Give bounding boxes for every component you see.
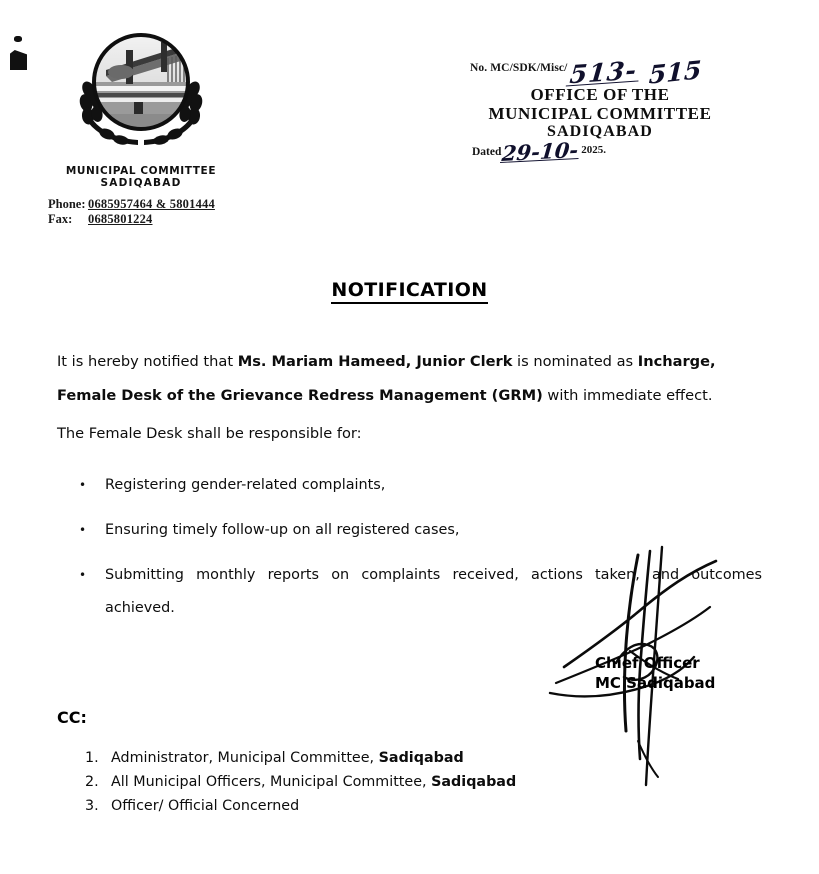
- list-item: [57, 469, 762, 502]
- cc-list: [57, 747, 657, 817]
- fax-value: 0685801224: [88, 212, 153, 226]
- office-line-2: MUNICIPAL COMMITTEE: [488, 103, 712, 123]
- emblem-caption-line2: SADIQABAD: [100, 177, 182, 189]
- municipal-committee-emblem-icon: [66, 24, 216, 164]
- letterhead: [0, 0, 819, 250]
- document-title-text: NOTIFICATION: [331, 279, 487, 304]
- cc-text-2: All Municipal Officers, Municipal Committee,: [111, 774, 432, 790]
- emblem-caption-line1: MUNICIPAL COMMITTEE: [65, 165, 217, 177]
- cc-block: [57, 708, 657, 819]
- signature-title-line1: Chief Officer: [595, 654, 700, 672]
- dated-label: Dated: [472, 145, 502, 158]
- paragraph-tail: with immediate effect.: [542, 387, 713, 404]
- office-line-1: OFFICE OF THE: [530, 85, 670, 104]
- list-item: [57, 514, 762, 547]
- cc-label: CC:: [57, 708, 87, 727]
- nominee-name: Ms. Mariam Hameed, Junior Clerk: [237, 353, 513, 370]
- bullet-text-1: Registering gender-related complaints,: [105, 477, 386, 493]
- phone-value: 0685957464 & 5801444: [88, 197, 215, 211]
- responsibilities-intro: The Female Desk shall be responsible for:: [57, 425, 362, 442]
- cc-number-2: 2.: [85, 774, 99, 790]
- contact-block: [48, 197, 215, 227]
- cc-number-1: 1.: [85, 750, 99, 766]
- signature-caption: [595, 653, 715, 693]
- cc-text-3: Officer/ Official Concerned: [111, 798, 300, 814]
- emblem-block: [46, 24, 236, 189]
- office-line-3: SADIQABAD: [547, 123, 653, 140]
- reference-number-handwritten-second: 515: [648, 55, 702, 90]
- list-item: [85, 795, 657, 817]
- bullet-text-2: Ensuring timely follow-up on all registered cases,: [105, 522, 460, 538]
- dated-year: 2025.: [581, 143, 607, 156]
- reference-label: No. MC/SDK/Misc/: [470, 62, 568, 74]
- cc-bold-2: Sadiqabad: [431, 774, 517, 790]
- dated-line: [400, 136, 800, 166]
- reference-number-handwritten: 513-: [566, 61, 640, 87]
- fax-row: [48, 212, 215, 227]
- office-header: [400, 55, 800, 166]
- fax-label: Fax:: [48, 212, 73, 226]
- phone-label: Phone:: [48, 197, 86, 211]
- reference-number-line: [400, 55, 800, 90]
- phone-row: [48, 197, 215, 212]
- cc-text-1: Administrator, Municipal Committee,: [111, 750, 379, 766]
- document-title: [0, 279, 819, 301]
- cc-bold-1: Sadiqabad: [378, 750, 464, 766]
- paragraph-lead: It is hereby notified that: [57, 353, 238, 370]
- nominee-role: Incharge, Female Desk of the Grievance Redress Management (GRM): [57, 353, 716, 404]
- notification-paragraph: [57, 345, 762, 413]
- emblem-caption: [46, 165, 236, 189]
- list-item: [85, 747, 657, 769]
- cc-number-3: 3.: [85, 798, 99, 814]
- list-item: [85, 771, 657, 793]
- paragraph-mid: is nominated as: [512, 353, 638, 370]
- office-name-lines: [400, 86, 800, 142]
- signature-title-line2: MC Sadiqabad: [595, 674, 716, 692]
- bullet-text-3: Submitting monthly reports on complaints received, actions taken, and outcomes achieved.: [105, 567, 762, 616]
- dated-handwritten-date: 29-10-: [501, 136, 580, 166]
